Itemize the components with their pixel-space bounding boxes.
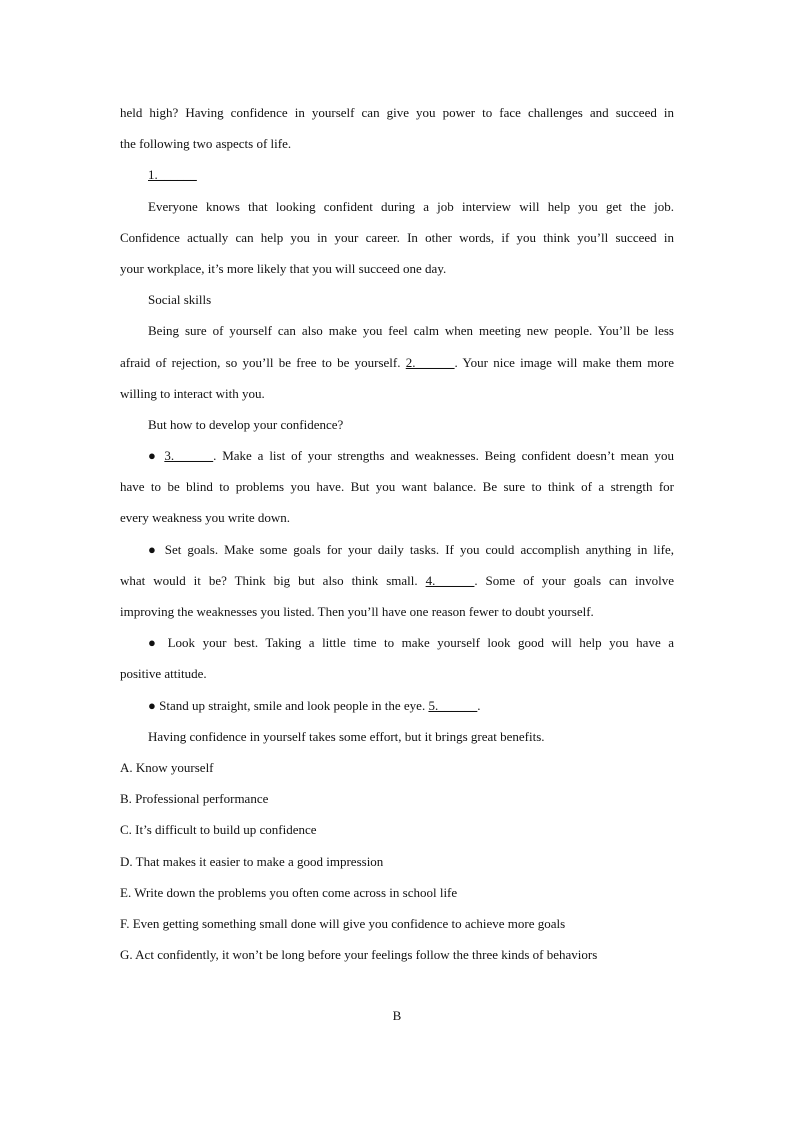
passage-line: Confidence actually can help you in your career. In other words, if you think you’ll succeed in bbox=[120, 229, 674, 245]
passage-line: improving the weaknesses you listed. Then you’ll have one reason fewer to doubt yourself. bbox=[120, 604, 594, 619]
passage-line: held high? Having confidence in yourself can give you power to face challenges and succeed in bbox=[120, 105, 674, 120]
answer-blank-3: 3.______ bbox=[164, 448, 214, 464]
option-f: F. Even getting something small done will give you confidence to achieve more goals bbox=[120, 915, 566, 931]
option-b: B. Professional performance bbox=[120, 791, 269, 807]
passage-line: willing to interact with you. bbox=[120, 385, 265, 401]
passage-text: . bbox=[477, 697, 481, 713]
blank-1-line bbox=[120, 159, 674, 190]
passage-line: every weakness you write down. bbox=[120, 510, 291, 526]
passage-line: Everyone knows that looking confident during a job interview will help you get the job. bbox=[148, 198, 674, 214]
passage-text: . Make a list of your strengths and weaknesses. Being confident doesn’t mean you bbox=[213, 448, 674, 464]
bullet-marker: ● bbox=[148, 448, 165, 464]
passage-line: your workplace, it’s more likely that you will succeed one day. bbox=[120, 260, 447, 276]
answer-blank-4: 4.______ bbox=[425, 572, 475, 588]
passage-line bbox=[120, 565, 674, 596]
passage-text: what would it be? Think big but also think small. bbox=[120, 572, 418, 588]
bullet-look-your-best-line: ● Look your best. Taking a little time to make yourself look good will help you have a bbox=[148, 635, 674, 651]
option-c: C. It’s difficult to build up confidence bbox=[120, 822, 317, 838]
passage-text: afraid of rejection, so you’ll be free to be yourself. bbox=[120, 354, 401, 370]
passage-line: Being sure of yourself can also make you feel calm when meeting new people. You’ll be less bbox=[148, 323, 674, 339]
option-d: D. That makes it easier to make a good impression bbox=[120, 853, 384, 869]
passage-text: . Some of your goals can involve bbox=[474, 572, 675, 588]
option-a: A. Know yourself bbox=[120, 759, 214, 775]
passage-line: the following two aspects of life. bbox=[120, 136, 292, 152]
answer-blank-1: 1.______ bbox=[148, 167, 197, 183]
bullet-know-yourself-line bbox=[120, 440, 674, 471]
reading-passage bbox=[120, 97, 674, 970]
closing-line: Having confidence in yourself takes some effort, but it brings great benefits. bbox=[148, 728, 545, 744]
passage-line: have to be blind to problems you have. But you want balance. Be sure to think of a strength for bbox=[120, 479, 674, 495]
option-e: E. Write down the problems you often come across in school life bbox=[120, 884, 458, 900]
option-g: G. Act confidently, it won’t be long before your feelings follow the three kinds of behaviors bbox=[120, 947, 598, 963]
bullet-stand-up-line bbox=[120, 690, 674, 721]
question-line: But how to develop your confidence? bbox=[148, 416, 344, 432]
passage-line: positive attitude. bbox=[120, 666, 207, 682]
bullet-set-goals-line: ● Set goals. Make some goals for your daily tasks. If you could accomplish anything in life, bbox=[148, 541, 674, 557]
answer-blank-2: 2.______ bbox=[405, 354, 455, 370]
passage-line bbox=[120, 347, 674, 378]
answer-blank-5: 5.______ bbox=[428, 697, 478, 713]
section-heading-social-skills: Social skills bbox=[148, 292, 212, 308]
passage-text: . Your nice image will make them more bbox=[454, 354, 674, 370]
passage-text: ● Stand up straight, smile and look people in the eye. bbox=[148, 697, 426, 713]
section-label: B bbox=[392, 1008, 402, 1023]
